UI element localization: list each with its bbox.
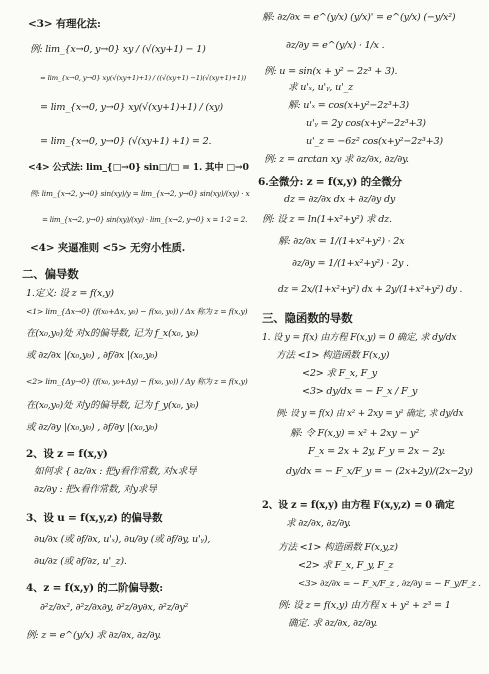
note-line: <2> lim_{Δy→0} (f(x₀, y₀+Δy) − f(x₀, y₀)) / Δy 称为 z = f(x,y): [26, 377, 248, 386]
note-line: = lim_{x→0, y→0} xy(√(xy+1)+1) / ((√(xy+1) −1)(√(xy+1)+1)): [40, 74, 246, 82]
note-line: u'_z = −6z² cos(x+y²−2z³+3): [306, 136, 443, 147]
note-line: 在(x₀,y₀)处 对y的偏导数, 记为 f_y(x₀, y₀): [26, 400, 199, 411]
note-line: 例: lim_{x→0, y→0} xy / (√(xy+1) − 1): [30, 44, 206, 55]
note-line: = lim_{x→0, y→0} (√(xy+1) +1) = 2.: [40, 136, 212, 147]
heading-rationalize: <3> 有理化法:: [28, 18, 101, 30]
note-line: 或 ∂z/∂y |(x₀,y₀) , ∂f/∂y |(x₀,y₀): [26, 422, 158, 433]
note-line: 或 ∂z/∂x |(x₀,y₀) , ∂f/∂x |(x₀,y₀): [26, 350, 158, 361]
note-line: 如何求 { ∂z/∂x : 把y看作常数, 对x求导: [34, 466, 197, 477]
heading-how-to: 2、设 z = f(x,y): [26, 448, 108, 460]
note-line: 例: 设 z = f(x,y) 由方程 x + y² + z³ = 1: [278, 600, 451, 611]
note-line: ∂u/∂x (或 ∂f/∂x, u'ₓ), ∂u/∂y (或 ∂f/∂y, u'ᵧ),: [34, 534, 211, 545]
heading-three-var: 3、设 u = f(x,y,z) 的偏导数: [26, 512, 163, 524]
note-line: 在(x₀,y₀)处 对x的偏导数, 记为 f_x(x₀, y₀): [26, 328, 199, 339]
note-line: u'ᵧ = 2y cos(x+y²−2z³+3): [306, 118, 426, 129]
note-line: 解: ∂z/∂x = e^(y/x) (y/x)' = e^(y/x) (−y/x²): [262, 12, 456, 23]
heading-total-differential: 6.全微分: z = f(x,y) 的全微分: [258, 176, 402, 188]
note-line: dy/dx = − F_x/F_y = − (2x+2y)/(2x−2y): [286, 466, 473, 477]
heading-squeeze: <4> 夹逼准则 <5> 无穷小性质.: [30, 242, 186, 254]
note-line: F_x = 2x + 2y, F_y = 2x − 2y.: [308, 446, 446, 457]
heading-implicit-two-var: 2、设 z = f(x,y) 由方程 F(x,y,z) = 0 确定: [262, 500, 455, 511]
note-line: 求 ∂z/∂x, ∂z/∂y.: [286, 518, 351, 529]
note-line: ∂²z/∂x², ∂²z/∂x∂y, ∂²z/∂y∂x, ∂²z/∂y²: [40, 602, 189, 613]
note-line: 解: u'ₓ = cos(x+y²−2z³+3): [288, 100, 409, 111]
note-line: 确定. 求 ∂z/∂x, ∂z/∂y.: [288, 618, 378, 629]
note-line: 例: 设 z = ln(1+x²+y²) 求 dz.: [262, 214, 392, 225]
note-line: ∂u/∂z (或 ∂f/∂z, u'_z).: [34, 556, 127, 567]
note-line: 1.定义: 设 z = f(x,y): [26, 288, 114, 299]
note-line: 例: 设 y = f(x) 由 x² + 2xy = y² 确定, 求 dy/dx: [276, 409, 464, 419]
note-line: ∂z/∂y : 把x看作常数, 对y求导: [34, 484, 157, 495]
note-line: 解: ∂z/∂x = 1/(1+x²+y²) · 2x: [278, 236, 405, 247]
note-line: dz = ∂z/∂x dx + ∂z/∂y dy: [284, 194, 396, 205]
note-line: <2> 求 F_x, F_y: [302, 368, 377, 379]
note-line: ∂z/∂y = e^(y/x) · 1/x .: [286, 40, 385, 51]
note-line: = lim_{x→0, y→0} xy(√(xy+1)+1) / (xy): [40, 102, 223, 113]
note-line: = lim_{x→2, y→0} sin(xy)/(xy) · lim_{x→2, y→0} x = 1·2 = 2.: [42, 215, 248, 224]
note-line: <2> 求 F_x, F_y, F_z: [298, 560, 394, 571]
note-line: <3> ∂z/∂x = − F_x/F_z , ∂z/∂y = − F_y/F_z .: [298, 579, 481, 589]
note-line: 求 u'ₓ, u'ᵧ, u'_z: [288, 82, 353, 93]
note-line: 解: 令 F(x,y) = x² + 2xy − y²: [290, 428, 420, 439]
note-line: 例: z = e^(y/x) 求 ∂z/∂x, ∂z/∂y.: [26, 630, 162, 641]
note-line: 方法 <1> 构造函数 F(x,y): [276, 350, 390, 361]
note-line: 例: lim_{x→2, y→0} sin(xy)/y = lim_{x→2, y→0} sin(xy)/(xy) · x: [30, 189, 250, 198]
note-line: 例: z = arctan xy 求 ∂z/∂x, ∂z/∂y.: [264, 154, 409, 165]
heading-formula: <4> 公式法: lim_{□→0} sin□/□ = 1. 其中 □→0: [28, 162, 249, 173]
note-line: <1> lim_{Δx→0} (f(x₀+Δx, y₀) − f(x₀, y₀)) / Δx 称为 z = f(x,y): [26, 307, 248, 316]
note-line: 1. 设 y = f(x) 由方程 F(x,y) = 0 确定, 求 dy/dx: [262, 332, 457, 343]
heading-second-order: 4、z = f(x,y) 的二阶偏导数:: [26, 582, 163, 594]
note-line: 例: u = sin(x + y² − 2z³ + 3).: [264, 66, 398, 77]
note-line: ∂z/∂y = 1/(1+x²+y²) · 2y .: [292, 258, 409, 269]
note-line: dz = 2x/(1+x²+y²) dx + 2y/(1+x²+y²) dy .: [278, 284, 463, 295]
note-line: <3> dy/dx = − F_x / F_y: [302, 386, 418, 397]
heading-implicit-derivative: 三、隐函数的导数: [262, 311, 353, 325]
note-line: 方法 <1> 构造函数 F(x,y,z): [278, 542, 398, 553]
heading-partial-derivative: 二、偏导数: [22, 267, 79, 281]
